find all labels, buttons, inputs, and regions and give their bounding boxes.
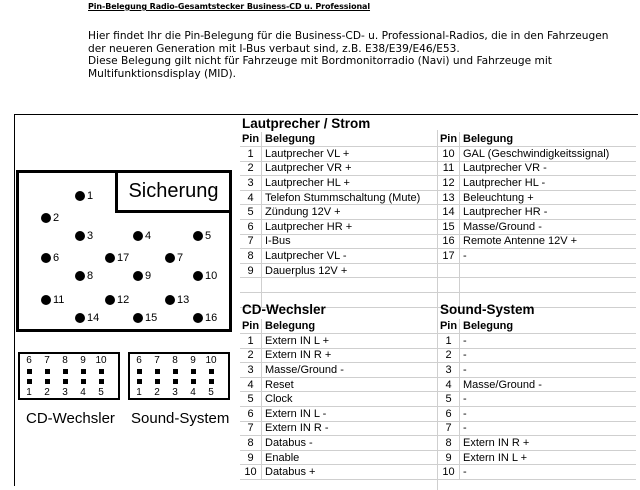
table-header-row bbox=[240, 132, 438, 147]
table-row bbox=[240, 363, 438, 378]
connector-pin-dot bbox=[75, 271, 85, 281]
connector-pin-dot bbox=[133, 271, 143, 281]
contact-square bbox=[27, 369, 32, 374]
table-row bbox=[240, 264, 438, 279]
contact-slot bbox=[38, 369, 56, 374]
contact-square bbox=[137, 369, 142, 374]
pin-number: 3 bbox=[240, 363, 262, 377]
contact-slot bbox=[130, 369, 148, 374]
cd-bottom-numbers bbox=[20, 388, 118, 398]
pin-assignment: GAL (Geschwindigkeitssignal) bbox=[463, 147, 610, 160]
pin-number: 6 bbox=[438, 407, 460, 421]
pin-number: 3 bbox=[240, 176, 262, 190]
contact-number: 1 bbox=[136, 387, 142, 398]
connector-pin-dot bbox=[133, 313, 143, 323]
connector-pin-label: 13 bbox=[177, 294, 190, 306]
table-row bbox=[240, 392, 438, 407]
pin-number bbox=[240, 278, 262, 292]
table-row bbox=[240, 220, 438, 235]
table-row bbox=[240, 349, 438, 364]
pin-assignment: Telefon Stummschaltung (Mute) bbox=[265, 191, 421, 204]
contact-square bbox=[99, 379, 104, 384]
contact-slot bbox=[92, 369, 110, 374]
pin-number bbox=[438, 264, 460, 278]
table-row bbox=[240, 249, 438, 264]
pin-column-header: Pin bbox=[240, 132, 262, 146]
intro-paragraph-2: Diese Belegung gilt nicht für Fahrzeuge mit Bordmonitorradio (Navi) und Fahrzeuge mit Multifunktionsdisplay (MID). bbox=[88, 55, 552, 80]
pin-number: 5 bbox=[240, 392, 262, 406]
pin-number: 12 bbox=[438, 176, 460, 190]
connector-pin-dot bbox=[193, 231, 203, 241]
sound-system-connector bbox=[128, 352, 230, 400]
assignment-column-header: Belegung bbox=[265, 319, 316, 332]
sound-top-numbers bbox=[130, 356, 228, 366]
contact-square bbox=[173, 379, 178, 384]
pin-assignment: Extern IN R - bbox=[265, 422, 329, 435]
table-row bbox=[438, 220, 636, 235]
connector-pin-label: 15 bbox=[145, 312, 158, 324]
connector-pin-label: 12 bbox=[117, 294, 130, 306]
document-title: Pin-Belegung Radio-Gesamtstecker Business-CD u. Professional bbox=[88, 2, 371, 11]
pin-assignment: Extern IN R + bbox=[463, 436, 530, 449]
pin-number: 8 bbox=[240, 436, 262, 450]
pin-assignment: Databus + bbox=[265, 466, 316, 479]
pin-assignment: I-Bus bbox=[265, 235, 291, 248]
pin-number: 1 bbox=[240, 334, 262, 348]
connector-pin-label: 9 bbox=[145, 270, 152, 282]
contact-number: 6 bbox=[136, 355, 142, 366]
contact-slot bbox=[202, 369, 220, 374]
contact-slot bbox=[38, 379, 56, 384]
contact-number: 7 bbox=[44, 355, 50, 366]
sound-bottom-numbers bbox=[130, 388, 228, 398]
contact-number: 3 bbox=[172, 387, 178, 398]
contact-square bbox=[209, 369, 214, 374]
table-row bbox=[438, 191, 636, 206]
pin-assignment: Lautprecher HR + bbox=[265, 220, 353, 233]
pin-number: 2 bbox=[438, 349, 460, 363]
pin-assignment: Zündung 12V + bbox=[265, 206, 341, 219]
contact-slot bbox=[202, 379, 220, 384]
pin-number: 5 bbox=[240, 205, 262, 219]
assignment-column-header: Belegung bbox=[463, 319, 514, 332]
contact-number: 10 bbox=[205, 355, 217, 366]
table-row bbox=[240, 407, 438, 422]
pin-assignment: Masse/Ground - bbox=[265, 363, 344, 376]
pin-assignment: - bbox=[463, 249, 467, 262]
intro-text bbox=[88, 30, 628, 80]
table-heading: Sound-System bbox=[440, 302, 535, 317]
contact-slot bbox=[20, 369, 38, 374]
pin-number: 4 bbox=[438, 378, 460, 392]
pin-number: 11 bbox=[438, 162, 460, 176]
contact-number: 6 bbox=[26, 355, 32, 366]
cd-changer-connector bbox=[18, 352, 120, 400]
connector-pin-dot bbox=[193, 313, 203, 323]
pin-number: 2 bbox=[240, 162, 262, 176]
contact-number: 8 bbox=[62, 355, 68, 366]
pin-number: 16 bbox=[438, 235, 460, 249]
contact-number: 4 bbox=[80, 387, 86, 398]
cd-bottom-contacts bbox=[20, 379, 118, 384]
assignment-column-header: Belegung bbox=[265, 132, 316, 145]
pin-assignment: - bbox=[463, 349, 467, 362]
table-row bbox=[240, 422, 438, 437]
pin-assignment: Enable bbox=[265, 451, 300, 464]
contact-square bbox=[45, 379, 50, 384]
pin-assignment: - bbox=[463, 393, 467, 406]
pin-number: 7 bbox=[240, 235, 262, 249]
contact-square bbox=[81, 379, 86, 384]
connector-pin-dot bbox=[165, 295, 175, 305]
connector-pin-dot bbox=[105, 253, 115, 263]
pin-number: 13 bbox=[438, 191, 460, 205]
pin-number: 9 bbox=[240, 451, 262, 465]
connector-pin-label: 17 bbox=[117, 252, 130, 264]
pin-number: 6 bbox=[240, 407, 262, 421]
contact-square bbox=[137, 379, 142, 384]
pin-number: 1 bbox=[438, 334, 460, 348]
table-row bbox=[438, 465, 636, 480]
cd-top-numbers bbox=[20, 356, 118, 366]
pin-number: 10 bbox=[240, 465, 262, 479]
pin-assignment: Lautprecher VR + bbox=[265, 162, 352, 175]
connector-pin-dot bbox=[75, 231, 85, 241]
pin-number: 14 bbox=[438, 205, 460, 219]
pin-assignment: - bbox=[463, 334, 467, 347]
pin-assignment: Dauerplus 12V + bbox=[265, 264, 348, 277]
table-row bbox=[438, 422, 636, 437]
contact-square bbox=[63, 379, 68, 384]
contact-square bbox=[27, 379, 32, 384]
table-row bbox=[438, 162, 636, 177]
contact-square bbox=[155, 369, 160, 374]
pin-assignment: Masse/Ground - bbox=[463, 220, 542, 233]
connector-pin-label: 6 bbox=[53, 252, 60, 264]
contact-number: 10 bbox=[95, 355, 107, 366]
pin-number: 7 bbox=[240, 422, 262, 436]
pin-number: 10 bbox=[438, 147, 460, 161]
contact-number: 7 bbox=[154, 355, 160, 366]
contact-slot bbox=[56, 369, 74, 374]
table-row bbox=[240, 465, 438, 480]
sound-bottom-contacts bbox=[130, 379, 228, 384]
connector-pin-label: 3 bbox=[87, 230, 94, 242]
column-divider bbox=[437, 130, 438, 490]
contact-square bbox=[155, 379, 160, 384]
pin-assignment: - bbox=[463, 422, 467, 435]
main-connector-diagram bbox=[16, 170, 232, 332]
pin-assignment: Beleuchtung + bbox=[463, 191, 534, 204]
contact-slot bbox=[184, 369, 202, 374]
connector-pin-label: 4 bbox=[145, 230, 152, 242]
table-row bbox=[438, 378, 636, 393]
contact-number: 2 bbox=[44, 387, 50, 398]
contact-square bbox=[45, 369, 50, 374]
pin-number: 8 bbox=[240, 249, 262, 263]
contact-slot bbox=[20, 379, 38, 384]
connector-pin-label: 11 bbox=[53, 294, 65, 306]
pin-assignment: Lautprecher VL + bbox=[265, 147, 350, 160]
pin-assignment: Clock bbox=[265, 393, 293, 406]
pin-column-header: Pin bbox=[240, 319, 262, 333]
table-row bbox=[438, 249, 636, 264]
table-row bbox=[240, 191, 438, 206]
pin-assignment: Extern IN L + bbox=[265, 334, 330, 347]
table-header-row bbox=[438, 319, 636, 334]
table-row bbox=[438, 205, 636, 220]
contact-slot bbox=[148, 379, 166, 384]
pin-number: 4 bbox=[240, 378, 262, 392]
contact-number: 1 bbox=[26, 387, 32, 398]
table-row bbox=[438, 363, 636, 378]
pin-assignment: Reset bbox=[265, 378, 294, 391]
contact-square bbox=[99, 369, 104, 374]
contact-number: 5 bbox=[208, 387, 214, 398]
table-row bbox=[438, 349, 636, 364]
table-header-row bbox=[240, 319, 438, 334]
pin-assignment: Extern IN L + bbox=[463, 451, 528, 464]
connector-pin-dot bbox=[41, 213, 51, 223]
contact-slot bbox=[92, 379, 110, 384]
pin-number: 15 bbox=[438, 220, 460, 234]
contact-number: 9 bbox=[80, 355, 86, 366]
cd-top-contacts bbox=[20, 369, 118, 374]
pin-number: 6 bbox=[240, 220, 262, 234]
pin-assignment: Databus - bbox=[265, 436, 313, 449]
connector-pin-label: 10 bbox=[205, 270, 218, 282]
contact-square bbox=[191, 379, 196, 384]
table-row bbox=[240, 436, 438, 451]
contact-number: 9 bbox=[190, 355, 196, 366]
contact-slot bbox=[74, 379, 92, 384]
table-row bbox=[438, 235, 636, 250]
pin-number: 4 bbox=[240, 191, 262, 205]
table-row bbox=[240, 378, 438, 393]
contact-number: 5 bbox=[98, 387, 104, 398]
pin-number: 17 bbox=[438, 249, 460, 263]
contact-slot bbox=[166, 379, 184, 384]
pin-number: 3 bbox=[438, 363, 460, 377]
connector-pin-label: 1 bbox=[87, 190, 94, 202]
table-row-empty bbox=[438, 278, 636, 293]
table-row bbox=[438, 436, 636, 451]
table-row bbox=[438, 334, 636, 349]
fuse-label: Sicherung bbox=[115, 173, 229, 213]
table-row bbox=[438, 147, 636, 162]
connector-pin-dot bbox=[41, 253, 51, 263]
contact-square bbox=[63, 369, 68, 374]
pin-assignment: Extern IN L - bbox=[265, 407, 327, 420]
table-row bbox=[240, 235, 438, 250]
pin-number: 2 bbox=[240, 349, 262, 363]
pin-number: 5 bbox=[438, 392, 460, 406]
pin-assignment: Masse/Ground - bbox=[463, 378, 542, 391]
pin-assignment: Lautprecher HL - bbox=[463, 176, 546, 189]
contact-square bbox=[173, 369, 178, 374]
contact-slot bbox=[184, 379, 202, 384]
pin-number bbox=[438, 278, 460, 292]
sound-system-label: Sound-System bbox=[131, 410, 230, 427]
pin-assignment: Extern IN R + bbox=[265, 349, 332, 362]
connector-pin-label: 16 bbox=[205, 312, 218, 324]
pin-column-header: Pin bbox=[438, 319, 460, 333]
table-row bbox=[240, 147, 438, 162]
connector-pin-label: 14 bbox=[87, 312, 100, 324]
table-row bbox=[438, 176, 636, 191]
pin-assignment: Lautprecher VL - bbox=[265, 249, 347, 262]
cd-changer-label: CD-Wechsler bbox=[26, 410, 115, 427]
contact-slot bbox=[130, 379, 148, 384]
connector-pin-dot bbox=[41, 295, 51, 305]
connector-pin-label: 8 bbox=[87, 270, 94, 282]
table-header-row bbox=[438, 132, 636, 147]
pin-assignment: Lautprecher HR - bbox=[463, 206, 548, 219]
connector-pin-dot bbox=[75, 191, 85, 201]
table-row bbox=[240, 162, 438, 177]
assignment-column-header: Belegung bbox=[463, 132, 514, 145]
connector-pin-dot bbox=[193, 271, 203, 281]
table-heading: CD-Wechsler bbox=[242, 302, 326, 317]
connector-pin-label: 7 bbox=[177, 252, 184, 264]
pin-assignment: Remote Antenne 12V + bbox=[463, 235, 578, 248]
contact-number: 4 bbox=[190, 387, 196, 398]
contact-number: 3 bbox=[62, 387, 68, 398]
pin-number: 7 bbox=[438, 422, 460, 436]
contact-slot bbox=[148, 369, 166, 374]
pin-number: 8 bbox=[438, 436, 460, 450]
table-row bbox=[240, 205, 438, 220]
pin-assignment: - bbox=[463, 407, 467, 420]
pin-assignment: Lautprecher VR - bbox=[463, 162, 547, 175]
contact-slot bbox=[74, 369, 92, 374]
contact-square bbox=[81, 369, 86, 374]
intro-paragraph-1: Hier findet Ihr die Pin-Belegung für die Business-CD- u. Professional-Radios, die in den Fahrzeugen der neueren Generation mit I-Bus verbaut sind, z.B. E38/E39/E46/E53. bbox=[88, 30, 609, 55]
table-row bbox=[438, 392, 636, 407]
connector-pin-dot bbox=[165, 253, 175, 263]
contact-slot bbox=[56, 379, 74, 384]
contact-number: 8 bbox=[172, 355, 178, 366]
table-heading: Lautprecher / Strom bbox=[242, 116, 371, 131]
pin-number: 10 bbox=[438, 465, 460, 479]
table-row bbox=[438, 451, 636, 466]
pin-number: 9 bbox=[240, 264, 262, 278]
contact-square bbox=[209, 379, 214, 384]
pin-column-header: Pin bbox=[438, 132, 460, 146]
contact-number: 2 bbox=[154, 387, 160, 398]
pin-number: 9 bbox=[438, 451, 460, 465]
contact-slot bbox=[166, 369, 184, 374]
table-row bbox=[438, 407, 636, 422]
pin-assignment: Lautprecher HL + bbox=[265, 176, 350, 189]
pin-assignment: - bbox=[463, 363, 467, 376]
connector-pin-dot bbox=[75, 313, 85, 323]
connector-pin-dot bbox=[105, 295, 115, 305]
pin-number: 1 bbox=[240, 147, 262, 161]
connector-pin-label: 5 bbox=[205, 230, 212, 242]
table-row bbox=[240, 334, 438, 349]
table-row-empty bbox=[438, 264, 636, 279]
sound-top-contacts bbox=[130, 369, 228, 374]
table-row bbox=[240, 451, 438, 466]
contact-square bbox=[191, 369, 196, 374]
pin-assignment: - bbox=[463, 466, 467, 479]
table-row-empty bbox=[240, 278, 438, 293]
connector-pin-label: 2 bbox=[53, 212, 60, 224]
connector-pin-dot bbox=[133, 231, 143, 241]
table-row bbox=[240, 176, 438, 191]
